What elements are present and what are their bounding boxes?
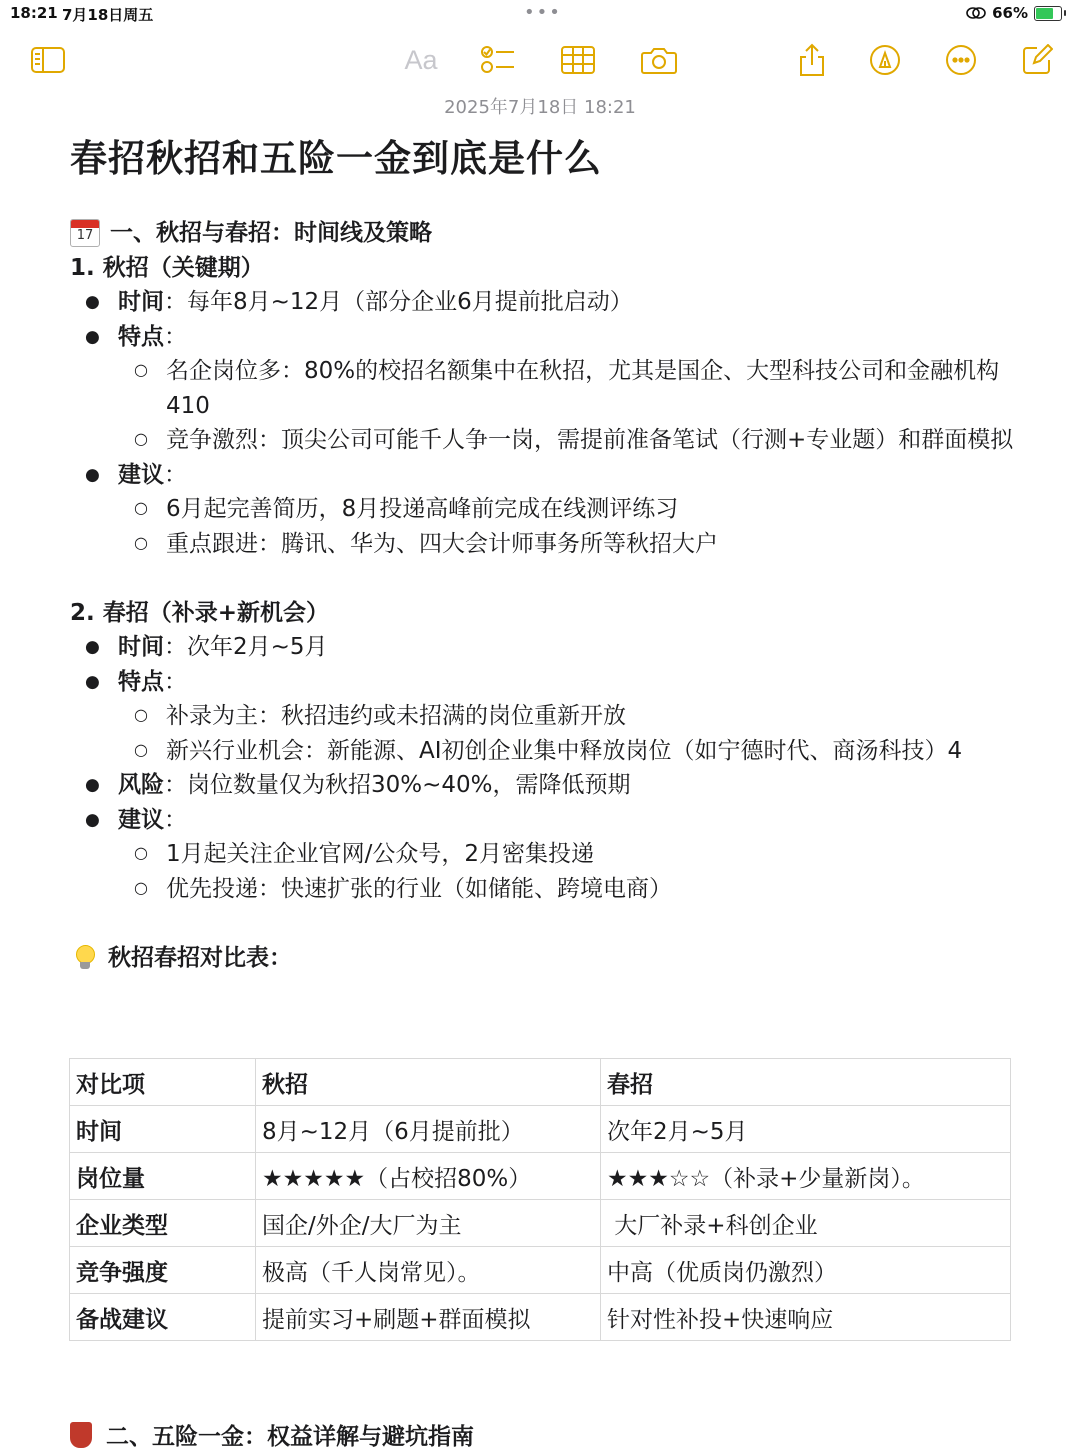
list-item: ● 建议： ○ 1月起关注企业官网/公众号，2月密集投递 ○ 优先投递：快速扩张的行业（如储能、跨境电商） — [70, 803, 1020, 907]
table-cell[interactable]: 提前实习+刷题+群面模拟 — [256, 1294, 601, 1341]
camera-icon — [640, 45, 678, 75]
section1-heading: 17 一、秋招与春招：时间线及策略 — [70, 216, 1020, 251]
list-item: ● 特点： ○ 名企岗位多：80%的校招名额集中在秋招，尤其是国企、大型科技公司和金融机构 410 ○ 竞争激烈：顶尖公司可能千人争一岗，需提前准备笔试（行测+专业题）和群面模拟 — [70, 320, 1020, 458]
sub-list-item: ○ 名企岗位多：80%的校招名额集中在秋招，尤其是国企、大型科技公司和金融机构 410 — [118, 354, 1020, 423]
autumn-heading: 1. 秋招（关键期） — [70, 254, 264, 281]
spring-list — [70, 630, 1020, 906]
more-icon — [944, 43, 978, 77]
table-row — [70, 1106, 1011, 1153]
list-item: ● 特点： ○ 补录为主：秋招违约或未招满的岗位重新开放 ○ 新兴行业机会：新能源、AI初创企业集中释放岗位（如宁德时代、商汤科技）4 — [70, 665, 1020, 769]
checklist-icon — [480, 44, 516, 76]
calendar-icon: 17 — [70, 219, 100, 247]
note-body[interactable] — [70, 216, 1020, 975]
status-bar — [0, 0, 1080, 28]
table-cell[interactable]: 极高（千人岗常见）。 — [256, 1247, 601, 1294]
table-header-cell[interactable]: 春招 — [601, 1059, 1011, 1106]
checklist-button[interactable] — [478, 40, 518, 80]
table-row — [70, 1200, 1011, 1247]
list-item: ● 时间：次年2月~5月 — [70, 630, 1020, 665]
sub-list-item: ○ 补录为主：秋招违约或未招满的岗位重新开放 — [118, 699, 1020, 734]
sidebar-icon — [30, 46, 66, 74]
table-cell[interactable]: 备战建议 — [70, 1294, 256, 1341]
table-cell[interactable]: 针对性补投+快速响应 — [601, 1294, 1011, 1341]
table-row — [70, 1247, 1011, 1294]
comparison-table[interactable] — [69, 1058, 1011, 1341]
more-button[interactable] — [942, 40, 980, 80]
compose-button[interactable] — [1018, 40, 1056, 80]
share-icon — [797, 43, 827, 77]
share-button[interactable] — [794, 40, 830, 80]
list-item: ● 风险：岗位数量仅为秋招30%~40%，需降低预期 — [70, 768, 1020, 803]
table-icon — [560, 45, 596, 75]
autumn-list — [70, 285, 1020, 561]
sub-list-item: ○ 竞争激烈：顶尖公司可能千人争一岗，需提前准备笔试（行测+专业题）和群面模拟 — [118, 423, 1020, 458]
compose-icon — [1021, 44, 1053, 76]
table-cell[interactable]: ★★★☆☆（补录+少量新岗）。 — [601, 1153, 1011, 1200]
table-row — [70, 1153, 1011, 1200]
screen-mirroring-icon — [966, 6, 986, 20]
status-time: 18:21 — [10, 4, 58, 22]
markup-button[interactable] — [866, 40, 904, 80]
table-header-cell[interactable]: 对比项 — [70, 1059, 256, 1106]
section2-heading: 二、五险一金：权益详解与避坑指南 — [70, 1418, 474, 1451]
battery-icon — [1034, 6, 1062, 21]
sub-list-item: ○ 优先投递：快速扩张的行业（如储能、跨境电商） — [118, 872, 1020, 907]
format-button[interactable]: Aa — [404, 44, 438, 75]
sub-list-item: ○ 新兴行业机会：新能源、AI初创企业集中释放岗位（如宁德时代、商汤科技）4 — [118, 734, 1020, 769]
status-right — [966, 4, 1066, 22]
table-header-cell[interactable]: 秋招 — [256, 1059, 601, 1106]
list-item: ● 建议： ○ 6月起完善简历，8月投递高峰前完成在线测评练习 ○ 重点跟进：腾讯、华为、四大会计师事务所等秋招大户 — [70, 458, 1020, 562]
table-row — [70, 1294, 1011, 1341]
table-cell[interactable]: 时间 — [70, 1106, 256, 1153]
spring-heading: 2. 春招（补录+新机会） — [70, 599, 330, 626]
table-cell[interactable]: ★★★★★（占校招80%） — [256, 1153, 601, 1200]
note-date: 2025年7月18日 18:21 — [444, 97, 636, 118]
camera-button[interactable] — [638, 40, 680, 80]
sub-list-item: ○ 重点跟进：腾讯、华为、四大会计师事务所等秋招大户 — [118, 527, 1020, 562]
table-cell[interactable]: 国企/外企/大厂为主 — [256, 1200, 601, 1247]
lightbulb-icon — [74, 945, 96, 971]
markup-icon — [868, 43, 902, 77]
battery-percent: 66% — [992, 4, 1028, 22]
note-title[interactable]: 春招秋招和五险一金到底是什么 — [70, 137, 602, 180]
sub-list-item: ○ 6月起完善简历，8月投递高峰前完成在线测评练习 — [118, 492, 1020, 527]
table-button[interactable] — [558, 40, 598, 80]
table-header-row — [70, 1059, 1011, 1106]
list-item: ● 时间：每年8月~12月（部分企业6月提前批启动） — [70, 285, 1020, 320]
table-cell[interactable]: 企业类型 — [70, 1200, 256, 1247]
table-cell[interactable]: 8月~12月（6月提前批） — [256, 1106, 601, 1153]
table-cell[interactable]: 大厂补录+科创企业 — [601, 1200, 1011, 1247]
table-cell[interactable]: 竞争强度 — [70, 1247, 256, 1294]
status-date: 7月18日周五 — [62, 6, 154, 24]
table-cell[interactable]: 岗位量 — [70, 1153, 256, 1200]
comparison-heading: 秋招春招对比表： — [70, 941, 1020, 976]
table-cell[interactable]: 中高（优质岗仍激烈） — [601, 1247, 1011, 1294]
sidebar-toggle-button[interactable] — [28, 40, 68, 80]
shield-icon — [70, 1422, 92, 1448]
table-cell[interactable]: 次年2月~5月 — [601, 1106, 1011, 1153]
sub-list-item: ○ 1月起关注企业官网/公众号，2月密集投递 — [118, 837, 1020, 872]
multitasking-dots-icon[interactable]: ••• — [524, 2, 562, 23]
